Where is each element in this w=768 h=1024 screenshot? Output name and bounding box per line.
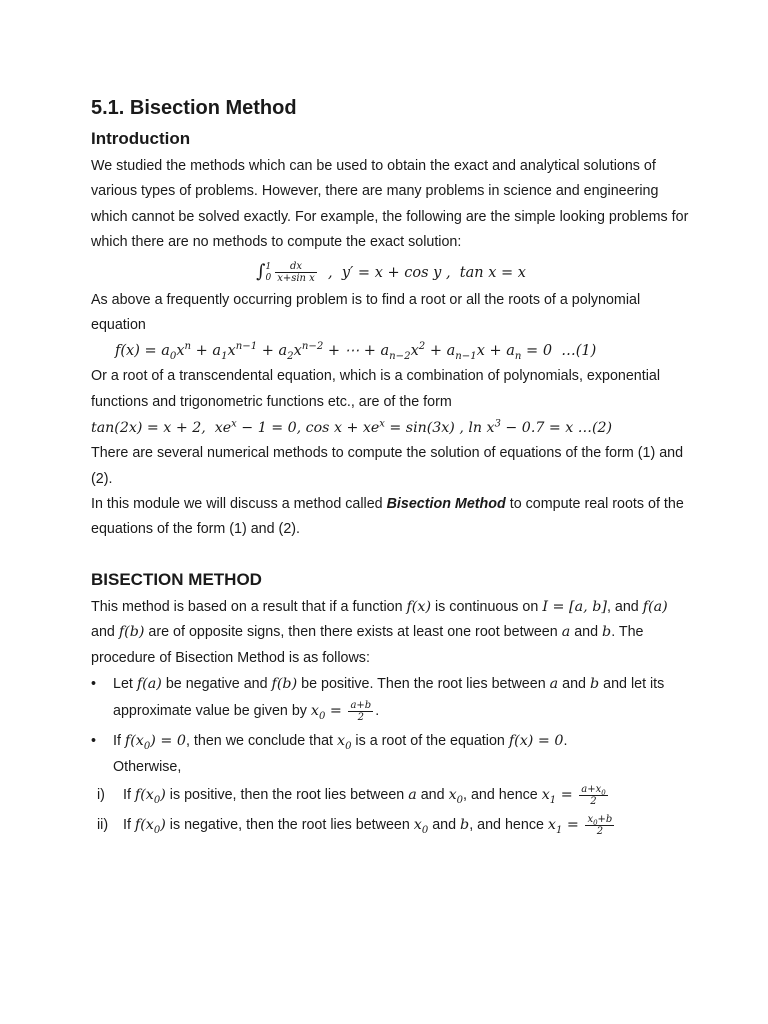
page-title: 5.1. Bisection Method [91,97,297,119]
intro-paragraph-1: We studied the methods which can be used to obtain the exact and analytical solutions of various types of problems. However, there are many problems in science and engineering which cannot be solved exactly. For example, the following are the simple looking problems for which there are no methods to compute the exact solution: [91,158,689,251]
intro-paragraph-5: In this module we will discuss a method called Bisection Method to compute real roots of the equations of the form (1) and (2). [91,496,684,538]
transcendental-equations-2: tan(2x) = x + 2, $xe^x - 1 = 0$, $\cos x + xe^x = \sin(3x)$ , $\ln x^3 - 0.7 = x$ …(2) [91,418,613,437]
bisection-method-emphasis: Bisection Method [386,496,506,513]
example-equations: ∫ 1 0 $\frac{dx}{\text{x+sin x}}$ , y′ = x + cos y , tan x = x [256,260,526,285]
section-spacer [91,543,691,565]
introduction-heading: Introduction [91,129,191,148]
bisection-method-heading: BISECTION METHOD [91,569,262,589]
intro-paragraph-2: As above a frequently occurring problem is to find a root or all the roots of a polynomial equation [91,291,641,334]
bisection-paragraph: This method is based on a result that if a function f(x) is continuous on I = [a, b], and f(a) and f(b) are of opposite signs, then there exists at least one root between a and b. The procedure of Bisection Method is as follows: [91,598,668,666]
sub-item-ii: ii) If $f(x_0)$ is negative, then the root lies between $x_0$ and b, and hence $x_1$ = $\frac{x_0+b}{2}$ [97,813,613,837]
polynomial-equation-1: $f(x) = a_0x^n + a_1x^{n-1} + a_2x^{n-2}$ + ⋯ + $a_{n-2}x^2 + a_{n-1}x + a_n = 0$ …(1) [115,341,597,363]
document-content [91,92,691,840]
intro-paragraph-3: Or a root of a transcendental equation, which is a combination of polynomials, exponential functions and trigonometric functions etc., are of the form [91,368,661,410]
bullet-item-1: • Let f(a) be negative and f(b) be positive. Then the root lies between a and b and let its approximate value be given by $x_0$ = $\frac{a+b}{2}$ . [91,671,691,725]
sub-item-i: i) If $f(x_0)$ is positive, then the root lies between a and $x_0$, and hence $x_1$ = $\frac{a+x_0}{2}$ [97,783,606,807]
intro-paragraph-4: There are several numerical methods to compute the solution of equations of the form (1) and (2). [91,445,684,487]
bullet-item-2: • If $f(x_0) = 0$, then we conclude that $x_0$ is a root of the equation f(x) = 0. Otherwise, [91,729,691,780]
